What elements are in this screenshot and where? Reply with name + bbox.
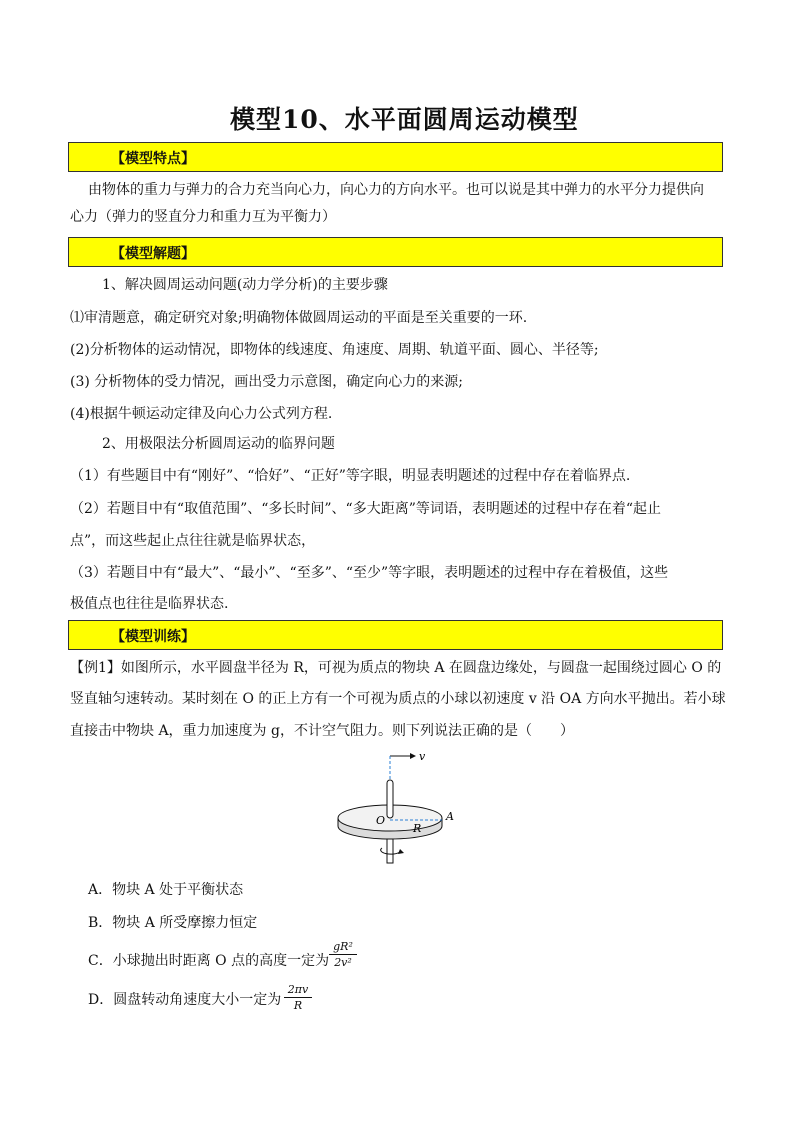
limit-item-2b: 点”，而这些起止点往往就是临界状态， [70,533,316,549]
label-R: R [413,822,422,835]
solution-step-4: (4)根据牛顿运动定律及向心力公式列方程. [70,406,333,422]
solution-step-2: (2)分析物体的运动情况，即物体的线速度、角速度、周期、轨道平面、圆心、半径等; [70,342,599,358]
features-line-1: 由物体的重力与弹力的合力充当向心力，向心力的方向水平。也可以说是其中弹力的水平分力提供向 [88,182,704,198]
rotation-arrow-head-icon [398,849,404,854]
axle-upper [387,780,393,818]
solution-step-1: ⑴审清题意，确定研究对象;明确物体做圆周运动的平面是至关重要的一环. [70,310,528,326]
limit-item-2a: （2）若题目中有“取值范围”、“多长时间”、“多大距离”等词语，表明题述的过程中存在着“起止 [70,501,662,517]
banner-label: 【模型训练】 [111,629,195,645]
formula-numerator: gR² [333,940,353,953]
banner-label: 【模型特点】 [111,151,195,167]
option-b: B．物块 A 所受摩擦力恒定 [88,915,258,931]
axle-lower [387,839,393,863]
option-c-formula [329,940,357,969]
label-A: A [446,810,454,823]
solution-step-3: (3) 分析物体的受力情况，画出受力示意图，确定向心力的来源; [70,374,463,390]
solution-heading-1: 1、解决圆周运动问题(动力学分析)的主要步骤 [102,277,388,293]
option-a: A．物块 A 处于平衡状态 [88,882,244,898]
label-O: O [376,814,386,827]
option-c: C．小球抛出时距离 O 点的高度一定为 [88,953,330,969]
example-line-1: 【例1】如图所示，水平圆盘半径为 R，可视为质点的物块 A 在圆盘边缘处，与圆盘一起围绕过圆心 O 的 [70,660,722,676]
formula-denominator: R [293,999,303,1012]
section-banner-features [68,142,723,172]
banner-label: 【模型解题】 [111,246,195,262]
option-d: D．圆盘转动角速度大小一定为 [88,992,282,1008]
arrow-head-icon [410,753,416,759]
section-banner-solution [68,237,723,267]
option-d-formula [284,983,312,1012]
example-line-3: 直接击中物块 A，重力加速度为 g，不计空气阻力。则下列说法正确的是（ ） [70,723,574,739]
section-banner-training [68,620,723,650]
limit-item-3a: （3）若题目中有“最大”、“最小”、“至多”、“至少”等字眼，表明题述的过程中存在着极值，这些 [70,565,669,581]
solution-heading-2: 2、用极限法分析圆周运动的临界问题 [102,436,335,452]
limit-item-1: （1）有些题目中有“刚好”、“恰好”、“正好”等字眼，明显表明题述的过程中存在着临界点. [70,468,631,484]
formula-denominator: 2v² [334,956,352,969]
label-v: v [419,750,426,763]
example-line-2: 竖直轴匀速转动。某时刻在 O 的正上方有一个可视为质点的小球以初速度 v 沿 OA 方向水平抛出。若小球 [70,691,726,707]
page-title: 模型10、水平面圆周运动模型 [230,105,579,134]
formula-numerator: 2πv [287,983,309,996]
limit-item-3b: 极值点也往往是临界状态. [70,596,229,612]
rotating-disk-figure [330,748,470,868]
features-line-2: 心力（弹力的竖直分力和重力互为平衡力） [70,209,336,225]
